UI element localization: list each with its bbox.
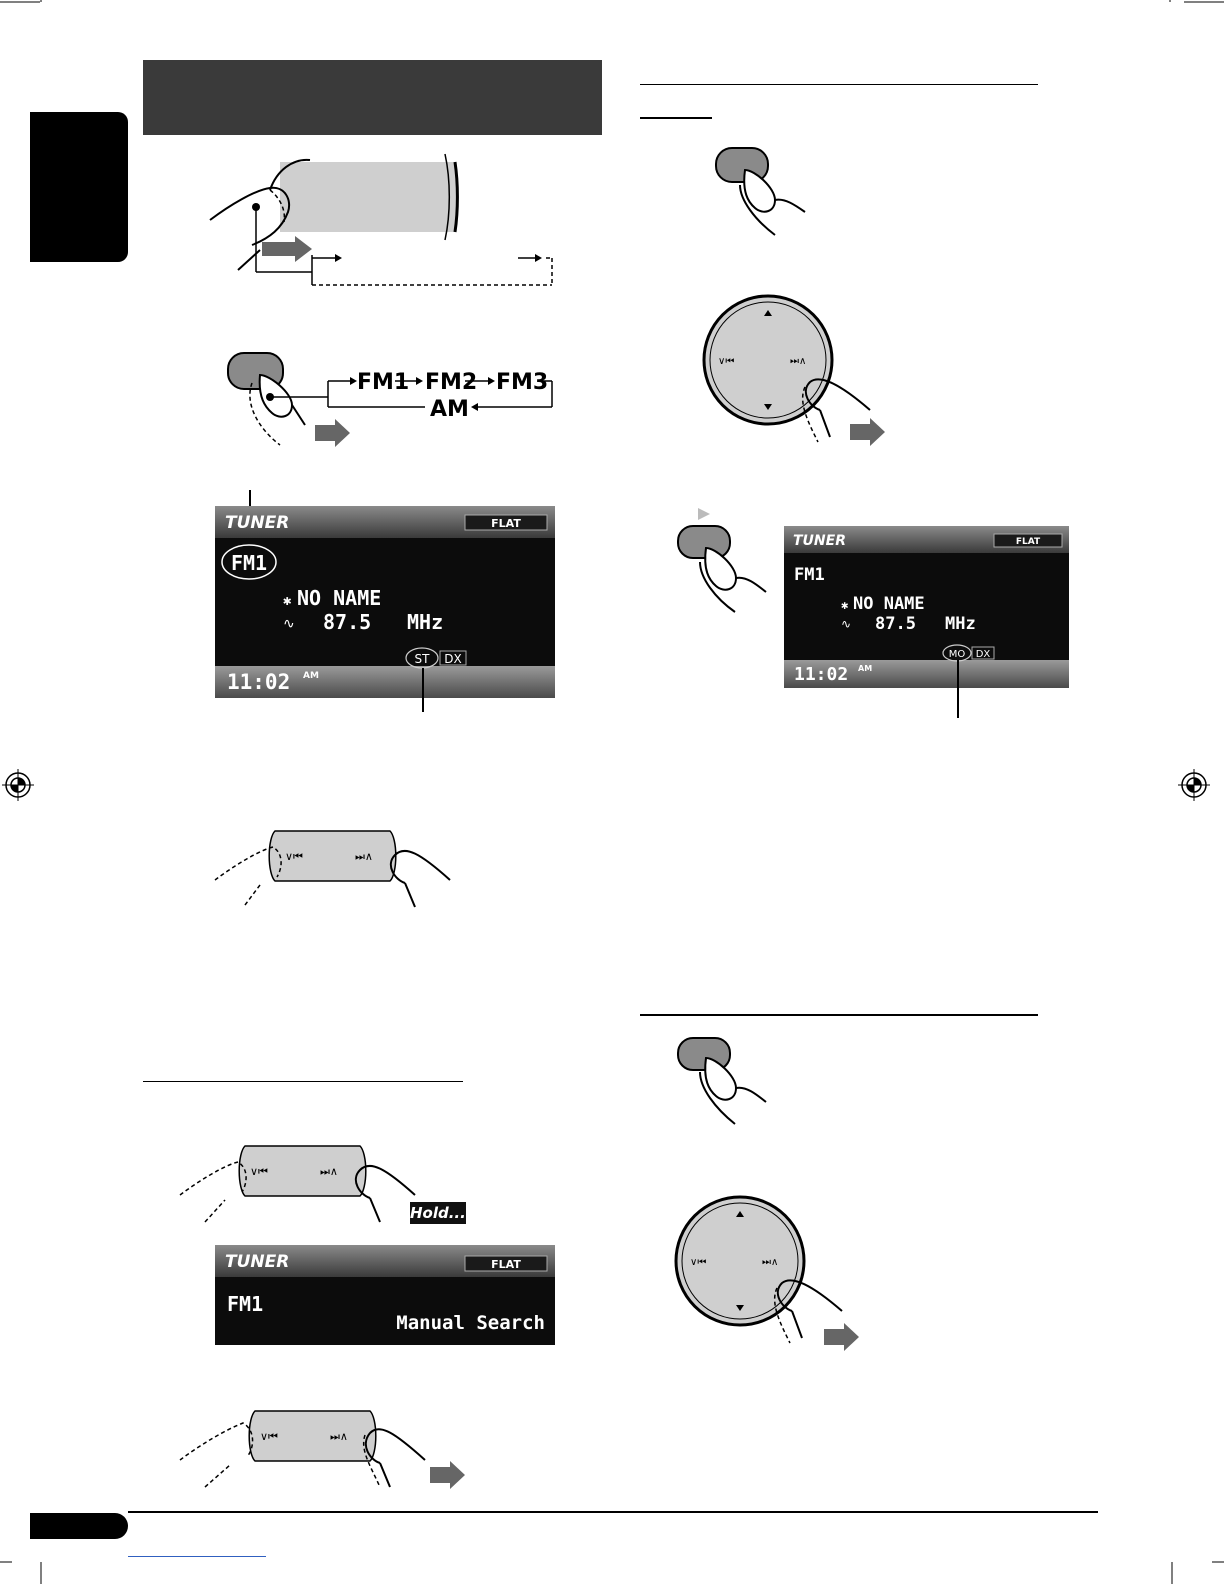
hold-seek-down-label: ∨⏮: [250, 1165, 268, 1178]
display1-frequency: 87.5: [323, 610, 372, 634]
hold-badge: Hold....: [410, 1204, 472, 1222]
registration-mark-right: [1178, 769, 1210, 801]
tuner-display-3: [215, 1245, 555, 1345]
right-button-press-diagram-1: [700, 140, 820, 240]
press-seek-down-label: ∨⏮: [260, 1430, 278, 1443]
display2-frequency: 87.5: [875, 614, 916, 634]
tuner-display-1: [215, 506, 555, 698]
display2-station-name: NO NAME: [853, 594, 925, 614]
section-rule-top-right: [640, 84, 1038, 85]
display1-stereo-indicator: ST: [414, 652, 430, 666]
display3-source: TUNER: [225, 1252, 290, 1272]
display3-sound-mode: FLAT: [491, 1258, 521, 1271]
display1-clock: 11:02: [227, 670, 291, 694]
display1-source: TUNER: [225, 513, 290, 533]
display3-mode-text: Manual Search: [396, 1312, 545, 1334]
band-button-diagram: [200, 345, 570, 455]
tuner-display-2: [784, 526, 1069, 688]
pad2-left-label: ∨⏮: [690, 1257, 707, 1268]
pad1-right-label: ⏭∧: [790, 356, 807, 367]
footer-link-underline: [128, 1556, 266, 1557]
section-rule-left-mid: [143, 1081, 463, 1082]
band-fm2-label: FM2: [425, 370, 478, 395]
pad2-right-label: ⏭∧: [762, 1257, 779, 1268]
control-pad-diagram-2: [672, 1193, 872, 1353]
display1-signal-icon: ∿: [283, 616, 295, 632]
callout-line-mono: [957, 660, 959, 718]
registration-mark-left: [2, 769, 34, 801]
seek-up-label: ⏭∧: [355, 850, 373, 863]
right-button-press-diagram-2: [670, 500, 780, 620]
section-rule-right-mid: [640, 1014, 1038, 1016]
display1-dx-indicator: DX: [444, 652, 462, 666]
seek-bar-press-diagram: [175, 1405, 475, 1495]
display2-clock: 11:02: [794, 664, 849, 685]
seek-bar-diagram: [205, 825, 465, 915]
pad1-left-label: ∨⏮: [718, 356, 735, 367]
control-pad-diagram-1: [700, 292, 900, 452]
seek-down-label: ∨⏮: [285, 850, 303, 863]
display2-sound-mode: FLAT: [1015, 537, 1041, 547]
footer-rule: [128, 1511, 1098, 1513]
display2-source: TUNER: [793, 533, 846, 549]
display1-name-icon: ✱: [283, 593, 292, 609]
hold-seek-up-label: ⏭∧: [320, 1165, 338, 1178]
display1-band: FM1: [230, 551, 268, 575]
display2-band: FM1: [794, 565, 825, 585]
band-fm3-label: FM3: [496, 370, 549, 395]
section-header-bar: [143, 60, 602, 135]
display2-unit: MHz: [945, 614, 976, 634]
press-seek-up-label: ⏭∧: [330, 1430, 348, 1443]
display1-ampm: AM: [303, 671, 319, 681]
display1-unit: MHz: [407, 610, 444, 634]
band-am-label: AM: [430, 397, 469, 422]
band-fm1-label: FM1: [357, 370, 410, 395]
callout-line-stereo: [422, 668, 424, 712]
display2-mono-indicator: MO: [948, 649, 966, 660]
display2-name-icon: ✱: [841, 598, 849, 612]
display2-dx-indicator: DX: [975, 649, 991, 660]
source-knob-diagram: [200, 150, 570, 300]
right-button-press-diagram-3: [670, 1030, 790, 1130]
display1-station-name: NO NAME: [297, 586, 382, 610]
display1-sound-mode: FLAT: [491, 517, 521, 530]
display3-band: FM1: [227, 1292, 264, 1316]
language-side-tab: [30, 112, 128, 262]
display2-ampm: AM: [858, 664, 873, 673]
page-number-tab: [30, 1513, 128, 1539]
seek-bar-hold-diagram: [175, 1140, 435, 1230]
section-rule-top-right-short: [640, 117, 712, 119]
display2-signal-icon: ∿: [841, 617, 852, 631]
